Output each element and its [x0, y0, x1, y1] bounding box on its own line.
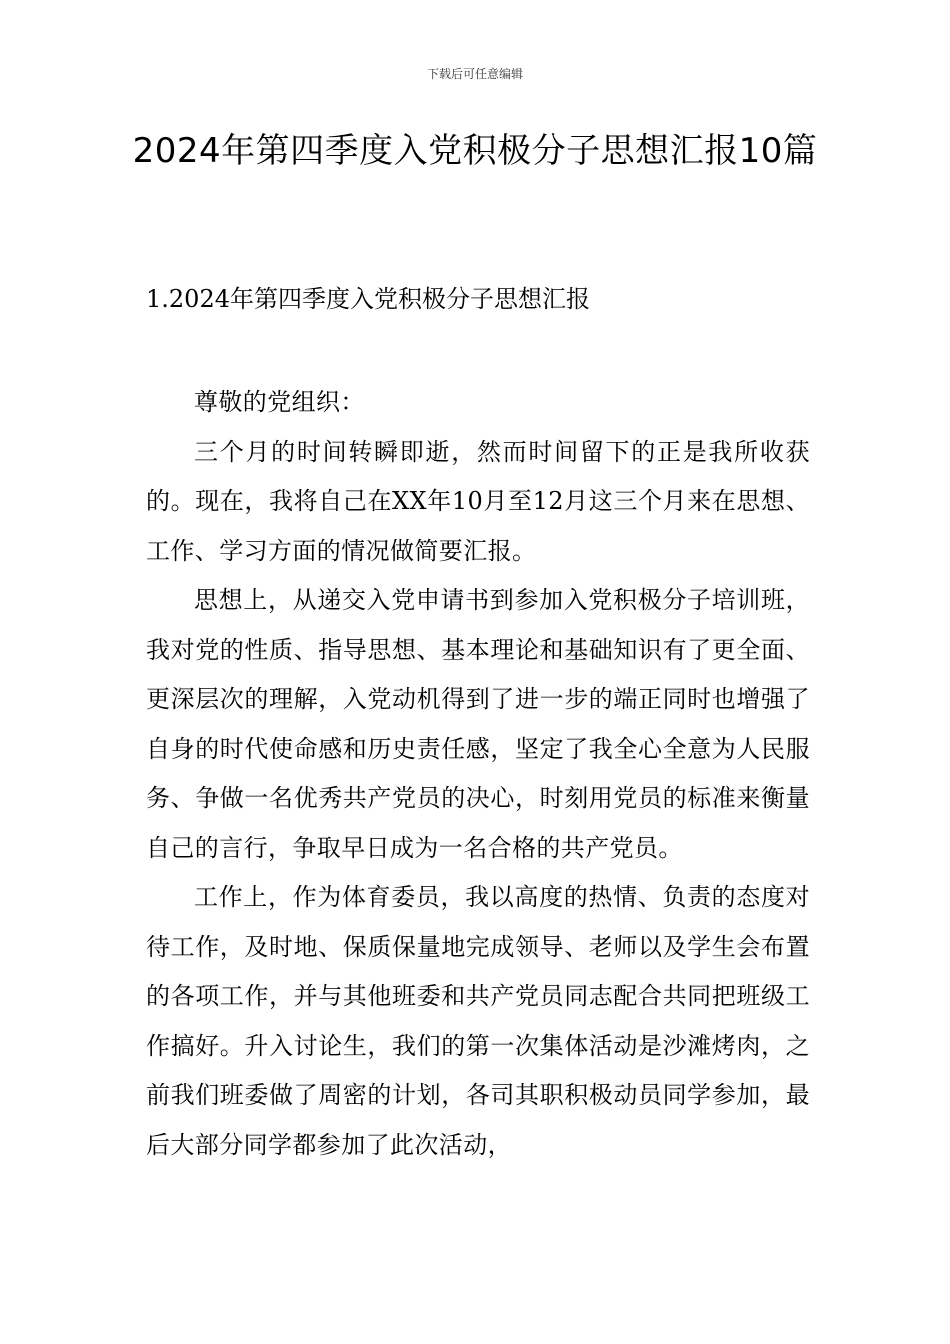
section-heading: 1.2024年第四季度入党积极分子思想汇报 [146, 285, 590, 313]
paragraph-intro: 三个月的时间转瞬即逝，然而时间留下的正是我所收获的。现在，我将自己在XX年10月至12月这三个月来在思想、工作、学习方面的情况做简要汇报。 [146, 437, 810, 565]
header-note: 下载后可任意编辑 [426, 67, 523, 81]
paragraph-work: 工作上，作为体育委员，我以高度的热情、负责的态度对待工作，及时地、保质保量地完成领导、老师以及学生会布置的各项工作，并与其他班委和共产党员同志配合共同把班级工作搞好。升入讨论生，我们的第一次集体活动是沙滩烤肉，之前我们班委做了周密的计划，各司其职积极动员同学参加，最后大部分同学都参加了此次活动， [146, 883, 810, 1159]
document-title: 2024年第四季度入党积极分子思想汇报10篇 [132, 131, 818, 171]
body-text [146, 378, 810, 1170]
salutation: 尊敬的党组织： [194, 388, 365, 416]
paragraph-thought: 思想上，从递交入党申请书到参加入党积极分子培训班，我对党的性质、指导思想、基本理论和基础知识有了更全面、更深层次的理解，入党动机得到了进一步的端正同时也增强了自身的时代使命感和历史责任感，坚定了我全心全意为人民服务、争做一名优秀共产党员的决心，时刻用党员的标准来衡量自己的言行，争取早日成为一名合格的共产党员。 [146, 586, 810, 862]
